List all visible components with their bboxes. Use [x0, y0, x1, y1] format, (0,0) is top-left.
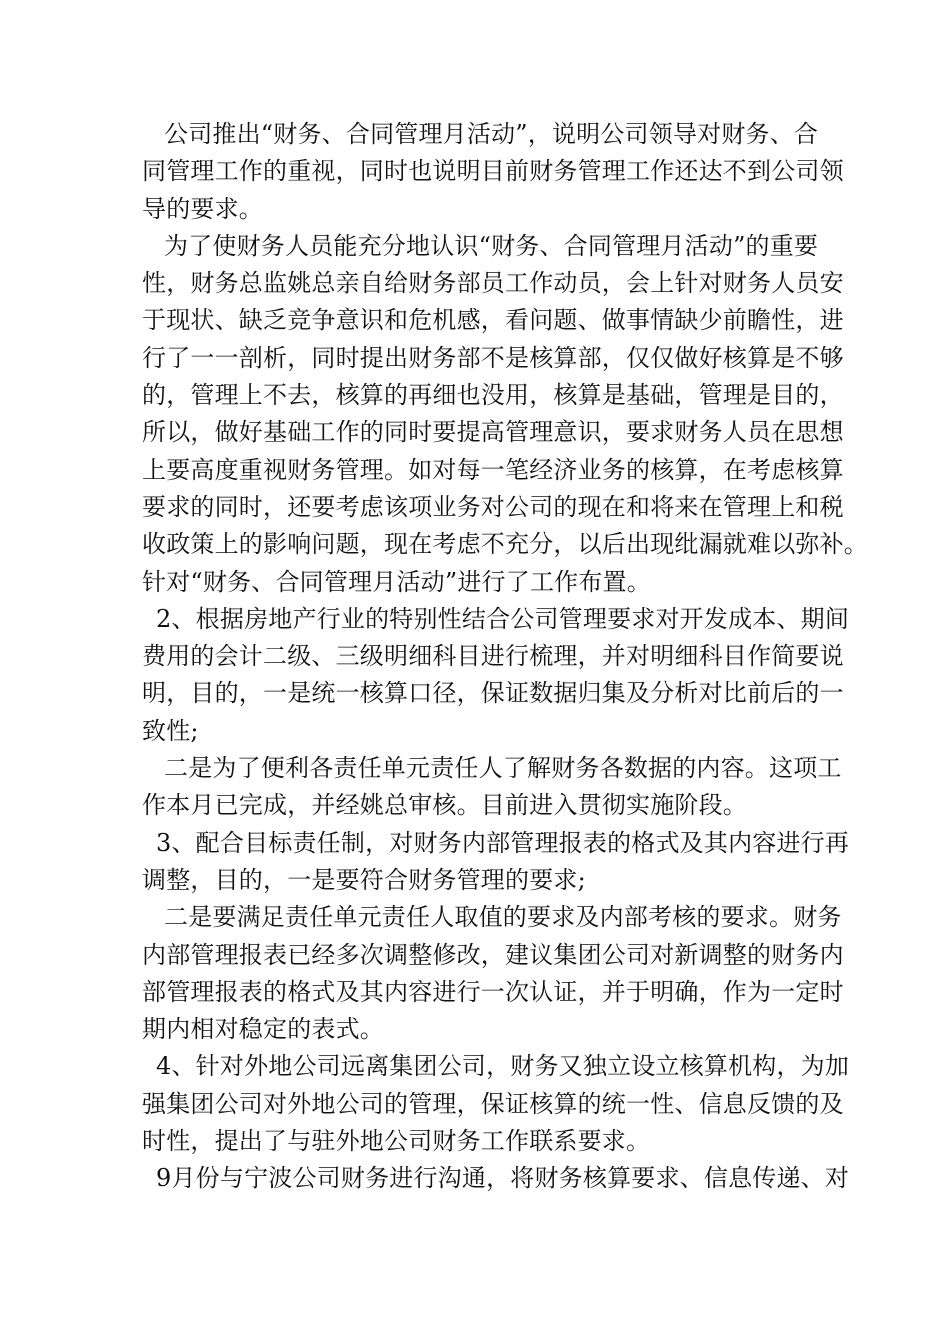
paragraph-item-2-continued [142, 750, 842, 825]
text-line: 3、配合目标责任制，对财务内部管理报表的格式及其内容进行再 [156, 828, 850, 857]
text-line: 为了使财务人员能充分地认识“财务、合同管理月活动”的重要 [164, 231, 819, 260]
text-line: 性，财务总监姚总亲自给财务部员工作动员，会上针对财务人员安 [142, 269, 844, 298]
text-line: 于现状、缺乏竞争意识和危机感，看问题、做事情缺少前瞻性，进 [142, 306, 844, 335]
text-line: 2、根据房地产行业的特别性结合公司管理要求对开发成本、期间 [156, 604, 850, 633]
paragraph-ningbo [142, 1160, 850, 1197]
text-line: 9月份与宁波公司财务进行沟通，将财务核算要求、信息传递、对 [156, 1164, 850, 1193]
text-line: 导的要求。 [142, 194, 263, 223]
paragraph-item-3 [142, 825, 850, 900]
text-line: 针对“财务、合同管理月活动”进行了工作布置。 [142, 567, 651, 596]
text-line: 强集团公司对外地公司的管理，保证核算的统一性、信息反馈的及 [142, 1089, 844, 1118]
text-line: 4、针对外地公司远离集团公司，财务又独立设立核算机构，为加 [156, 1052, 850, 1081]
text-line: 二是为了便利各责任单元责任人了解财务各数据的内容。这项工 [164, 754, 842, 783]
text-line: 费用的会计二级、三级明细科目进行梳理，并对明细科目作简要说 [142, 642, 844, 671]
text-line: 上要高度重视财务管理。如对每一笔经济业务的核算，在考虑核算 [142, 455, 844, 484]
text-line: 公司推出“财务、合同管理月活动”，说明公司领导对财务、合 [164, 120, 819, 148]
text-line: 的，管理上不去，核算的再细也没用，核算是基础，管理是目的， [142, 381, 844, 410]
paragraph-item-2 [142, 601, 850, 750]
text-line: 行了一一剖析，同时提出财务部不是核算部，仅仅做好核算是不够 [142, 343, 844, 372]
text-line: 致性; [142, 716, 199, 745]
text-line: 部管理报表的格式及其内容进行一次认证，并于明确，作为一定时 [142, 977, 844, 1006]
text-line: 收政策上的影响问题，现在考虑不充分，以后出现纰漏就难以弥补。 [142, 530, 868, 559]
text-line: 内部管理报表已经多次调整修改，建议集团公司对新调整的财务内 [142, 940, 844, 969]
text-line: 要求的同时，还要考虑该项业务对公司的现在和将来在管理上和税 [142, 492, 844, 521]
text-line: 期内相对稳定的表式。 [142, 1015, 384, 1044]
paragraph-mobilization [142, 228, 868, 601]
paragraph-item-4 [142, 1048, 850, 1160]
paragraph-item-3-continued [142, 899, 844, 1048]
text-line: 作本月已完成，并经姚总审核。目前进入贯彻实施阶段。 [142, 791, 747, 820]
paragraph-activity-intro [142, 116, 844, 228]
text-line: 所以，做好基础工作的同时要提高管理意识，要求财务人员在思想 [142, 418, 844, 447]
text-line: 二是要满足责任单元责任人取值的要求及内部考核的要求。财务 [164, 903, 842, 932]
text-line: 调整，目的，一是要符合财务管理的要求; [142, 865, 586, 894]
body-text [142, 116, 868, 1198]
text-line: 时性，提出了与驻外地公司财务工作联系要求。 [142, 1127, 651, 1156]
text-line: 明，目的，一是统一核算口径，保证数据归集及分析对比前后的一 [142, 679, 844, 708]
text-line: 同管理工作的重视，同时也说明目前财务管理工作还达不到公司领 [142, 157, 844, 186]
